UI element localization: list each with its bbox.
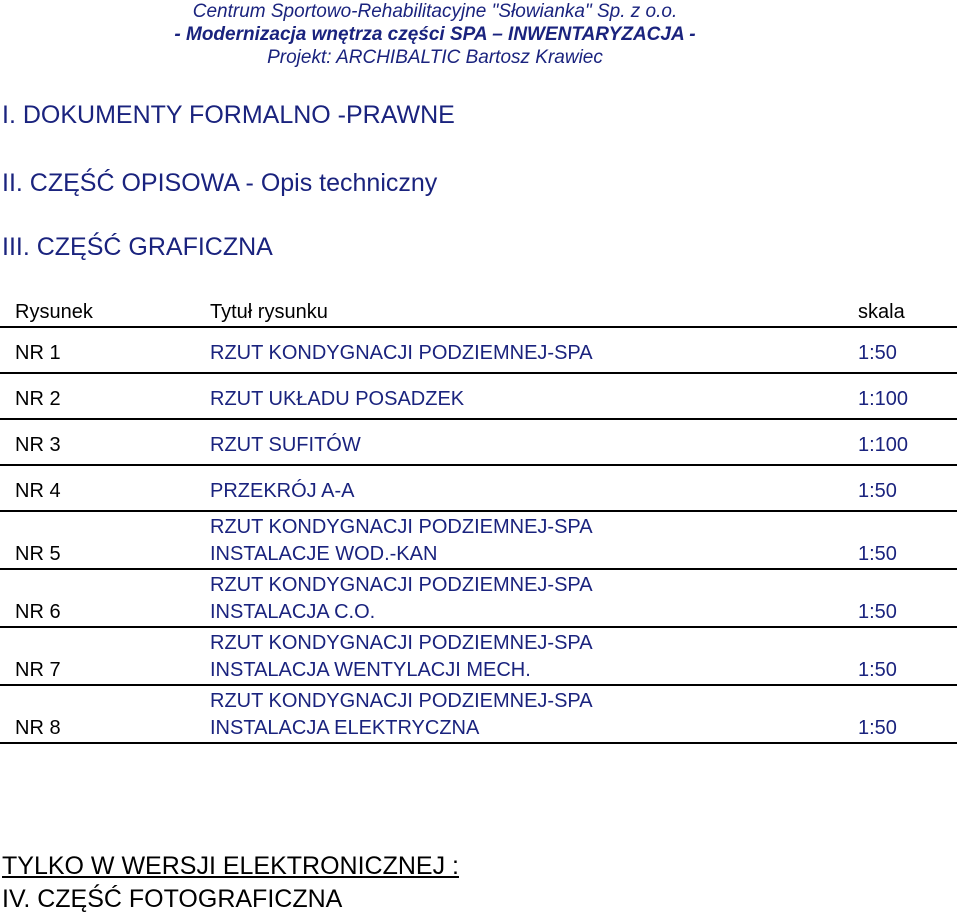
drawing-title: RZUT KONDYGNACJI PODZIEMNEJ-SPA xyxy=(210,342,593,364)
table-row xyxy=(0,374,957,420)
drawing-title: RZUT UKŁADU POSADZEK xyxy=(210,388,465,410)
drawing-title-upper: RZUT KONDYGNACJI PODZIEMNEJ-SPA xyxy=(210,690,593,712)
electronic-version-note: TYLKO W WERSJI ELEKTRONICZNEJ : xyxy=(2,852,459,880)
drawing-title: INSTALACJE WOD.-KAN xyxy=(210,543,438,565)
section-descriptive-part: II. CZĘŚĆ OPISOWA - Opis techniczny xyxy=(2,169,438,197)
section-photographic-part: IV. CZĘŚĆ FOTOGRAFICZNA xyxy=(2,885,343,913)
header-company: Centrum Sportowo-Rehabilitacyjne "Słowianka" Sp. z o.o. xyxy=(192,1,678,22)
drawings-table xyxy=(0,288,957,744)
drawing-title: INSTALACJA WENTYLACJI MECH. xyxy=(210,659,531,681)
drawing-title-upper: RZUT KONDYGNACJI PODZIEMNEJ-SPA xyxy=(210,516,593,538)
table-row xyxy=(0,686,957,744)
drawing-scale: 1:100 xyxy=(858,434,909,456)
drawing-title-upper: RZUT KONDYGNACJI PODZIEMNEJ-SPA xyxy=(210,632,593,654)
drawing-scale: 1:50 xyxy=(858,342,897,364)
header-scale: skala xyxy=(858,301,905,323)
drawing-title: RZUT SUFITÓW xyxy=(210,434,361,456)
header-project-title: - Modernizacja wnętrza części SPA – INWENTARYZACJA - xyxy=(174,24,696,45)
drawing-number: NR 4 xyxy=(15,480,61,502)
drawing-number: NR 8 xyxy=(15,717,61,739)
drawing-number: NR 7 xyxy=(15,659,61,681)
table-row xyxy=(0,570,957,628)
header-author: Projekt: ARCHIBALTIC Bartosz Krawiec xyxy=(267,47,603,68)
drawing-title: PRZEKRÓJ A-A xyxy=(210,480,355,502)
drawing-title: INSTALACJA ELEKTRYCZNA xyxy=(210,717,480,739)
table-row xyxy=(0,512,957,570)
header-drawing-title: Tytuł rysunku xyxy=(210,301,328,323)
section-graphic-part: III. CZĘŚĆ GRAFICZNA xyxy=(2,233,273,261)
table-row xyxy=(0,628,957,686)
drawing-scale: 1:50 xyxy=(858,717,897,739)
drawing-number: NR 1 xyxy=(15,342,61,364)
section-formal-documents: I. DOKUMENTY FORMALNO -PRAWNE xyxy=(2,101,455,129)
table-row xyxy=(0,466,957,512)
drawing-title: INSTALACJA C.O. xyxy=(210,601,376,623)
drawing-scale: 1:50 xyxy=(858,480,897,502)
drawing-number: NR 5 xyxy=(15,543,61,565)
drawing-scale: 1:50 xyxy=(858,659,897,681)
drawing-number: NR 3 xyxy=(15,434,61,456)
drawing-scale: 1:50 xyxy=(858,543,897,565)
drawing-scale: 1:50 xyxy=(858,601,897,623)
drawing-number: NR 6 xyxy=(15,601,61,623)
drawing-scale: 1:100 xyxy=(858,388,909,410)
header-drawing: Rysunek xyxy=(15,301,93,323)
table-header-row xyxy=(0,288,957,328)
table-row xyxy=(0,328,957,374)
table-row xyxy=(0,420,957,466)
drawing-title-upper: RZUT KONDYGNACJI PODZIEMNEJ-SPA xyxy=(210,574,593,596)
drawing-number: NR 2 xyxy=(15,388,61,410)
